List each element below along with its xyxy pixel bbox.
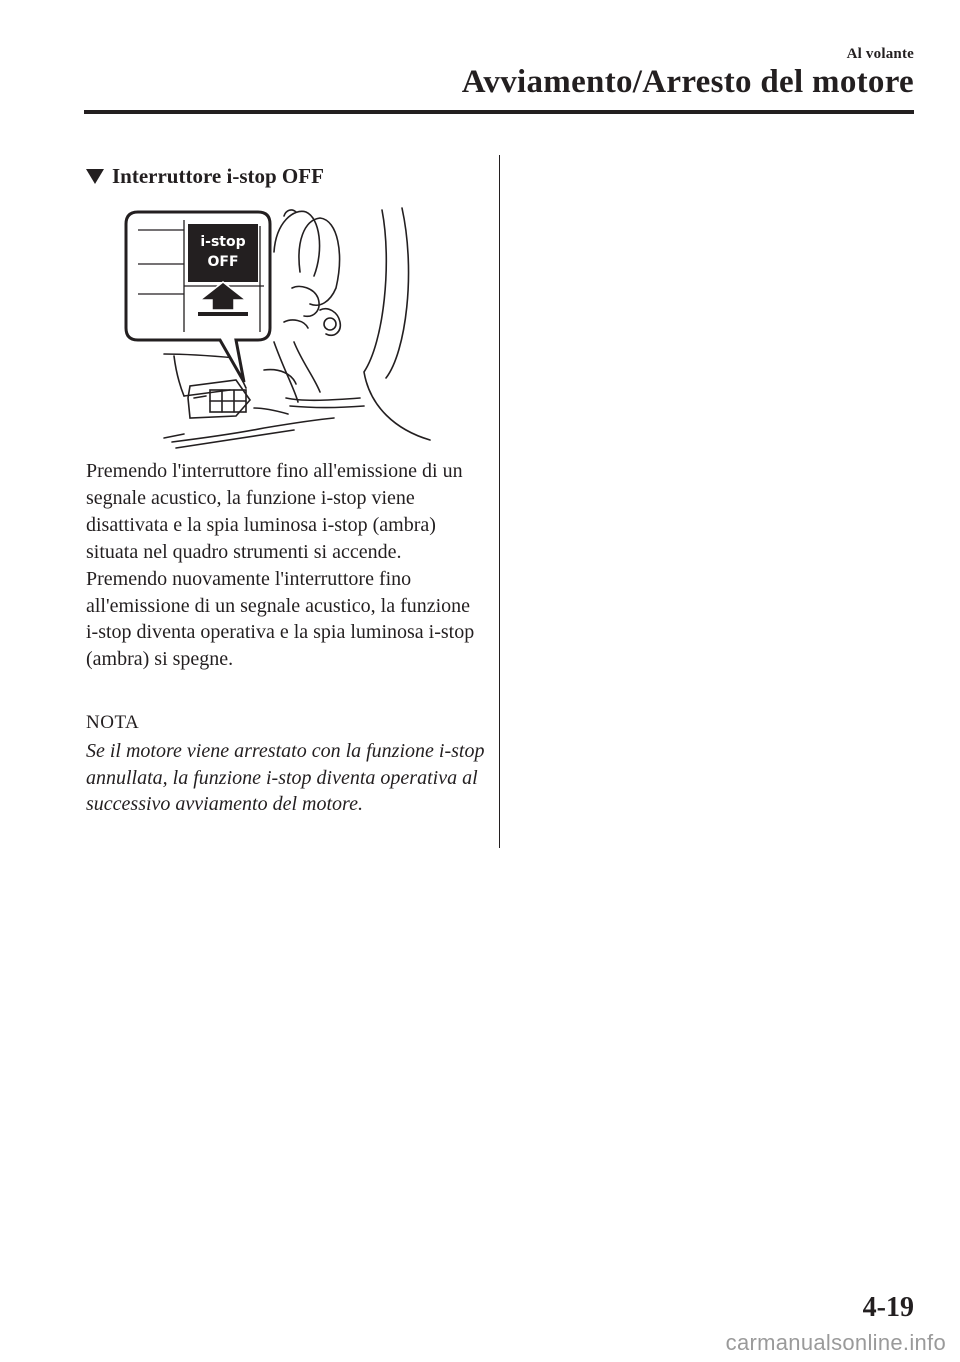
header-rule bbox=[84, 110, 914, 114]
istop-switch-drawing bbox=[124, 202, 436, 454]
column-divider bbox=[499, 155, 500, 848]
body-paragraph: Premendo l'interruttore fino all'emissione di un segnale acustico, la funzione i-stop viene disattivata e la spia luminosa i-stop (ambra) situata nel quadro strumenti si accende. Premendo nuovamente l'interruttore fino all'emissione di un segnale acustico, la funzione i-stop diventa operativa e la spia luminosa i-stop (ambra) si spegne. bbox=[86, 460, 475, 671]
page-header-section: Al volante bbox=[846, 46, 914, 62]
note-text: Se il motore viene arrestato con la funzione i-stop annullata, la funzione i-stop diventa operativa al successivo avviamento del motore. bbox=[86, 740, 485, 815]
triangle-bullet-icon bbox=[86, 169, 104, 184]
page-header-title: Avviamento/Arresto del motore bbox=[461, 64, 914, 100]
section-heading bbox=[86, 164, 324, 189]
button-label-line2: OFF bbox=[207, 254, 239, 270]
page-number: 4-19 bbox=[862, 1292, 914, 1323]
watermark: carmanualsonline.info bbox=[725, 1330, 946, 1355]
istop-switch-illustration bbox=[124, 202, 436, 454]
button-label-line1: i-stop bbox=[200, 234, 246, 250]
note-label: NOTA bbox=[86, 712, 140, 733]
section-heading-text: Interruttore i-stop OFF bbox=[112, 164, 324, 188]
